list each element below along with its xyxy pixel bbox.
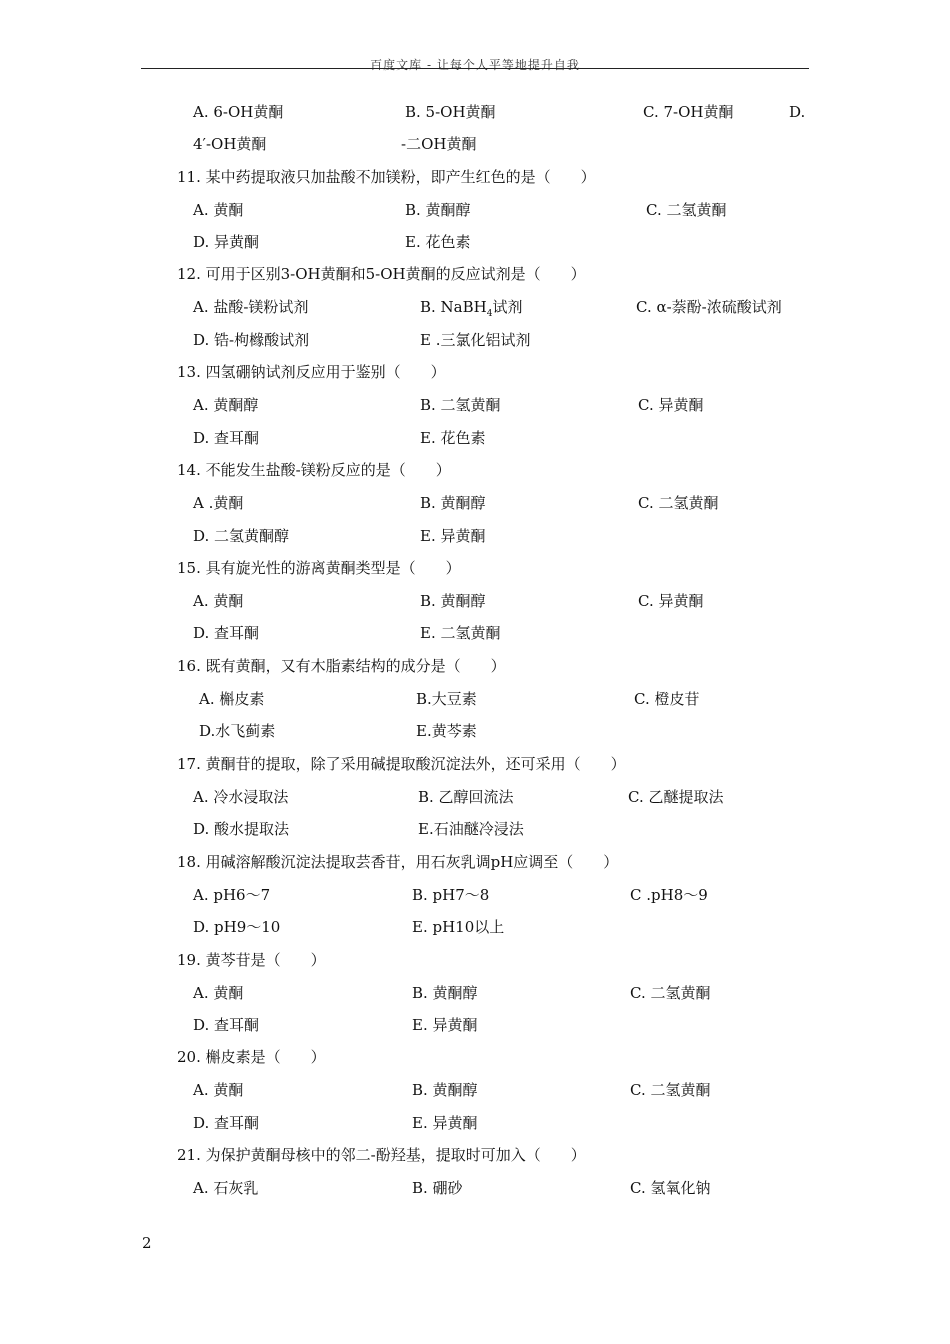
option-c: C. 二氢黄酮 — [630, 984, 711, 1002]
option-a: A. 黄酮 — [193, 984, 244, 1002]
question-stem: 17. 黄酮苷的提取，除了采用碱提取酸沉淀法外，还可采用（ ） — [177, 755, 626, 773]
option-e: E. 异黄酮 — [420, 527, 486, 545]
option-d: D. 二氢黄酮醇 — [193, 527, 290, 545]
option-c: C. 乙醚提取法 — [628, 788, 724, 806]
option-b: B. 黄酮醇 — [420, 494, 486, 512]
option-a: A. 黄酮醇 — [193, 396, 259, 414]
option-c: C. 异黄酮 — [638, 592, 704, 610]
question-stem: 15. 具有旋光性的游离黄酮类型是（ ） — [177, 559, 461, 577]
option-c: C. 二氢黄酮 — [646, 201, 727, 219]
option-e: E. pH10以上 — [412, 918, 505, 936]
option-d: D. 查耳酮 — [193, 429, 260, 447]
question-stem: 18. 用碱溶解酸沉淀法提取芸香苷，用石灰乳调pH应调至（ ） — [177, 853, 619, 871]
option-a: A. 冷水浸取法 — [193, 788, 289, 806]
question-stem: 13. 四氢硼钠试剂反应用于鉴别（ ） — [177, 363, 446, 381]
option-e: E.石油醚冷浸法 — [418, 820, 524, 838]
option-b: B. 黄酮醇 — [412, 984, 478, 1002]
q10-option-c: C. 7-OH黄酮 — [643, 103, 734, 121]
q10-option-d-label: D. — [789, 103, 806, 121]
page-header: 百度文库 - 让每个人平等地提升自我 — [370, 58, 580, 72]
option-c: C. 异黄酮 — [638, 396, 704, 414]
option-e: E.黄芩素 — [416, 722, 477, 740]
page-number: 2 — [142, 1234, 152, 1252]
option-e: E. 异黄酮 — [412, 1114, 478, 1132]
option-b: B. 黄酮醇 — [405, 201, 471, 219]
option-b-subscript: 4 — [486, 309, 493, 319]
question-stem: 14. 不能发生盐酸-镁粉反应的是（ ） — [177, 461, 451, 479]
option-a: A. pH6～7 — [193, 886, 271, 904]
option-d: D.水飞蓟素 — [199, 722, 276, 740]
option-b: B. 黄酮醇 — [420, 592, 486, 610]
q10-option-b: B. 5-OH黄酮 — [405, 103, 496, 121]
option-a: A. 槲皮素 — [199, 690, 265, 708]
option-d: D. 查耳酮 — [193, 1114, 260, 1132]
question-stem: 11. 某中药提取液只加盐酸不加镁粉，即产生红色的是（ ） — [177, 168, 596, 186]
option-a: A. 黄酮 — [193, 201, 244, 219]
option-b-suffix: 试剂 — [492, 298, 523, 316]
option-d: D. pH9～10 — [193, 918, 281, 936]
question-stem: 20. 槲皮素是（ ） — [177, 1048, 326, 1066]
option-c: C. 二氢黄酮 — [638, 494, 719, 512]
option-c: C. 橙皮苷 — [634, 690, 700, 708]
option-a: A. 盐酸-镁粉试剂 — [193, 298, 309, 316]
option-d: D. 锆-枸橼酸试剂 — [193, 331, 310, 349]
option-b: B.大豆素 — [416, 690, 477, 708]
option-a: A. 石灰乳 — [193, 1179, 259, 1197]
option-e: E .三氯化铝试剂 — [420, 331, 531, 349]
option-b-prefix: B. NaBH — [420, 298, 487, 316]
option-b — [420, 297, 522, 324]
option-e: E. 二氢黄酮 — [420, 624, 501, 642]
option-a: A. 黄酮 — [193, 1081, 244, 1099]
option-e: E. 花色素 — [405, 233, 471, 251]
option-d: D. 查耳酮 — [193, 1016, 260, 1034]
option-d: D. 查耳酮 — [193, 624, 260, 642]
option-e: E. 异黄酮 — [412, 1016, 478, 1034]
option-c: C .pH8～9 — [630, 886, 708, 904]
option-d: D. 异黄酮 — [193, 233, 260, 251]
question-stem: 16. 既有黄酮，又有木脂素结构的成分是（ ） — [177, 657, 506, 675]
option-b: B. pH7～8 — [412, 886, 490, 904]
q10-option-a: A. 6-OH黄酮 — [193, 103, 284, 121]
question-stem: 19. 黄芩苷是（ ） — [177, 951, 326, 969]
option-a: A .黄酮 — [193, 494, 244, 512]
option-e: E. 花色素 — [420, 429, 486, 447]
option-c: C. 氢氧化钠 — [630, 1179, 711, 1197]
header-rule — [141, 68, 809, 69]
option-a: A. 黄酮 — [193, 592, 244, 610]
question-stem: 12. 可用于区别3-OH黄酮和5-OH黄酮的反应试剂是（ ） — [177, 265, 586, 283]
q10-option-e: -二OH黄酮 — [401, 135, 477, 153]
option-c: C. 二氢黄酮 — [630, 1081, 711, 1099]
option-b: B. 二氢黄酮 — [420, 396, 501, 414]
q10-option-d: 4′-OH黄酮 — [193, 135, 267, 153]
option-b: B. 黄酮醇 — [412, 1081, 478, 1099]
option-b: B. 乙醇回流法 — [418, 788, 514, 806]
option-c: C. α-萘酚-浓硫酸试剂 — [636, 298, 782, 316]
question-stem: 21. 为保护黄酮母核中的邻二-酚羟基，提取时可加入（ ） — [177, 1146, 586, 1164]
option-d: D. 酸水提取法 — [193, 820, 290, 838]
option-b: B. 硼砂 — [412, 1179, 463, 1197]
